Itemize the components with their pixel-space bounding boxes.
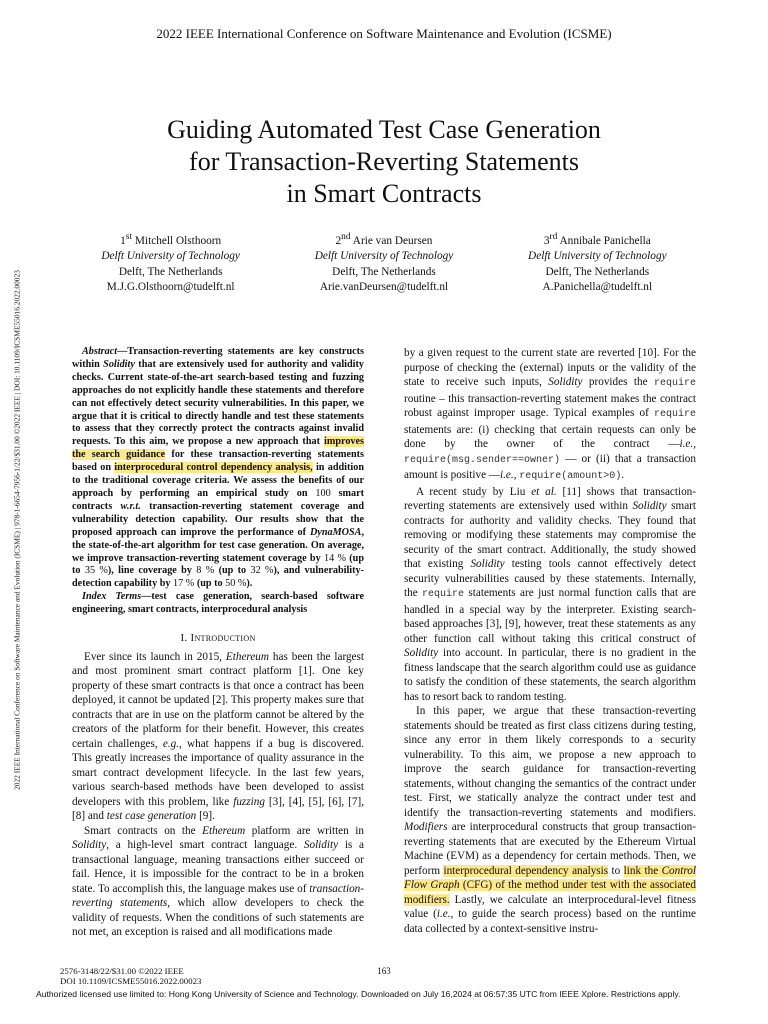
title-line: for Transaction-Reverting Statements [189, 147, 579, 176]
author-3 [491, 230, 704, 296]
text: into account. In particular, there is no gradient in the fitness landscape that the search algorithm could use as guidance to satisfy the condition of these statements, the search algorithm has to resort back to random testing. [404, 647, 696, 703]
text: [11] shows that transaction-reverting statements are extensively used within [404, 485, 697, 512]
text: (CFG) of the method under test with the associated modifiers. [404, 879, 696, 906]
author-ordinal: 1 [120, 234, 126, 247]
sidebar-citation-text: 2022 IEEE International Conference on Software Maintenance and Evolution (ICSME) | 978-1-6654-7956-1/22/$31.00 ©2022 IEEE | DOI: 10.1109/ICSME55016.2022.00023 [12, 270, 22, 790]
author-email: A.Panichella@tudelft.nl [542, 281, 653, 294]
abstract-label: Abstract [82, 346, 118, 357]
code: require(amount>0) [519, 471, 622, 482]
emph: fuzzing [233, 795, 265, 808]
text: In this paper, we argue that these transaction-reverting statements should be treated as first class citizens during testing, since any error in them likely corresponds to a security vulnerability. To this aim, we propose a new approach to improve the search guidance for transaction-reverting statements, without changing the semantics of the contract under test. First, we statically analyze the contract under test and identify the transaction-reverting statements and modifiers. [404, 705, 696, 819]
text: , which allow developers to check the validity of requests. When the conditions of such statements are not met, an exception is raised and all modifications made [72, 897, 365, 939]
paragraph [72, 824, 364, 940]
text: provides the [582, 376, 654, 388]
emph: Modifiers [404, 821, 448, 833]
highlight: improves the search guidance [72, 436, 364, 461]
author-1 [64, 230, 277, 296]
abstract-text: that are extensively used for authority and validity checks. Current state-of-the-art search-based testing and fuzzing approaches do not explicitly handle these statements and therefore can not effectively detect security vulnerabilities. In this paper, we argue that it is critical to directly handle and test these statements to assess that they correctly protect the contracts against invalid requests. To this aim, we propose a new approach that [72, 358, 364, 448]
text: to [608, 864, 624, 877]
right-column [404, 346, 696, 936]
text: is a transactional language, meaning transactions either succeed or fail. Hence, it is impossible for the contract to be in a broken state. To accomplish this, the language makes use of [72, 839, 364, 895]
text: [9]. [196, 810, 215, 823]
text: , a high-level smart contract language. [106, 839, 304, 852]
abstract-dash: — [117, 346, 128, 357]
conference-header: 2022 IEEE International Conference on Software Maintenance and Evolution (ICSME) [156, 26, 612, 41]
emph: Control Flow Graph [404, 864, 696, 891]
text: statements are just normal function calls that are handled in a special way by the interpreter. Existing search-based approaches [3], [9], however, treat these statements as any other function call without taking this critical construct of [404, 587, 696, 645]
code: require [422, 589, 465, 600]
abstract-number: 32 % [250, 565, 274, 577]
title-line: Guiding Automated Test Case Generation [167, 115, 601, 144]
page-number: 163 [377, 966, 391, 976]
author-2 [277, 230, 490, 296]
author-ordinal: 3 [543, 234, 550, 247]
emph: Ethereum [202, 824, 246, 837]
author-affiliation: Delft University of Technology [314, 250, 454, 263]
text: testing tools cannot effectively detect security vulnerabilities caused by these statements. Internally, the [404, 558, 696, 599]
text: statements are: (i) checking that certain requests can only be done by the owner of the contract — [404, 423, 696, 450]
author-ordinal-suffix: rd [549, 232, 558, 242]
left-column [72, 346, 364, 940]
emph: e.g. [162, 737, 180, 750]
section-heading [72, 631, 364, 646]
text: are interprocedural constructs that group transaction-reverting statements that are executed by the Ethereum Virtual Machine (EVM) as a dependency for certain methods. Then, we perform [404, 821, 696, 877]
emph: test case generation [106, 810, 197, 823]
author-name: Arie van Deursen [352, 234, 433, 247]
text: platform are written in [245, 824, 364, 837]
author-location: Delft, The Netherlands [545, 265, 650, 278]
abstract-number: 17 % [173, 578, 195, 590]
emph: Solidity [632, 500, 667, 512]
author-affiliation: Delft University of Technology [528, 250, 667, 263]
paragraph [72, 650, 364, 824]
author-name: Mitchell Olsthoorn [134, 234, 222, 247]
abstract-emph: w.r.t. [120, 500, 141, 512]
emph: Solidity [548, 376, 583, 388]
abstract-text: smart contracts [72, 487, 364, 512]
abstract-number: 50 % [225, 578, 247, 590]
index-terms-text: test case generation, search-based software engineering, smart contracts, interprocedural analysis [72, 591, 364, 616]
footer-doi: DOI 10.1109/ICSME55016.2022.00023 [60, 976, 202, 986]
abstract-text: ). [246, 578, 253, 590]
text: routine – this transaction-reverting statement makes the contract robust against improper usage. Typical examples of [404, 392, 696, 419]
code: require [653, 409, 696, 420]
author-location: Delft, The Netherlands [332, 265, 436, 278]
abstract [72, 346, 364, 591]
text: A recent study by Liu [416, 485, 532, 498]
emph: i.e., [500, 469, 517, 481]
index-terms [72, 591, 364, 617]
highlight: interprocedural dependency analysis [443, 864, 609, 877]
text: link the [623, 864, 662, 877]
author-affiliation: Delft University of Technology [101, 250, 240, 263]
index-terms-label: Index Terms [82, 591, 142, 603]
highlight: interprocedural control dependency analysis, [114, 462, 313, 474]
abstract-text: transaction-reverting statement coverage and vulnerability detection capability. Our results show that the proposed approach can improve the performance of [72, 500, 364, 538]
abstract-text: ), line coverage by [107, 565, 197, 577]
author-name: Annibale Panichella [559, 234, 651, 247]
abstract-text: ), and vulnerability-detection capability by [72, 565, 364, 590]
code: require(msg.sender==owner) [404, 454, 561, 466]
abstract-emph: DynaMOSA [309, 526, 362, 538]
author-location: Delft, The Netherlands [118, 265, 223, 278]
footer-issn: 2576-3148/22/$31.00 ©2022 IEEE [60, 966, 184, 976]
emph: Solidity [404, 647, 439, 659]
paragraph [404, 346, 696, 485]
author-ordinal-suffix: st [125, 232, 133, 242]
emph: Solidity [72, 839, 107, 852]
author-email: M.J.G.Olsthoorn@tudelft.nl [106, 281, 235, 294]
emph: i.e., [679, 438, 696, 450]
paragraph [404, 704, 696, 936]
index-terms-dash: — [141, 591, 152, 603]
code: require [653, 378, 696, 389]
abstract-text: (up to [72, 552, 364, 577]
text: . [621, 469, 625, 481]
text: by a given request to the current state are reverted [10]. For the purpose of checking the (external) inputs or the validity of the state to receive such inputs, [404, 347, 696, 388]
paragraph [404, 485, 696, 705]
text: Ever since its launch in 2015, [84, 650, 226, 663]
sidebar-citation [10, 150, 24, 910]
abstract-text: Transaction-reverting statements are key constructs within [72, 346, 364, 370]
emph: transaction-reverting statements [72, 882, 364, 910]
title-line: in Smart Contracts [286, 179, 482, 208]
abstract-emph: Solidity [103, 358, 135, 370]
emph: i.e., [436, 908, 454, 920]
text: Lastly, we calculate an interprocedural-level fitness value ( [404, 893, 696, 920]
abstract-text: for these transaction-reverting statements based on [72, 449, 364, 474]
section-number: I. [180, 632, 191, 645]
text: , what happens if a bug is discovered. This greatly increases the importance of quality assurance in the smart contract development lifecycle. In the last few years, various search-based methods have been developed to assist developers with this problem, like [72, 737, 364, 808]
emph: Solidity [303, 839, 339, 852]
emph: Ethereum [225, 650, 269, 663]
abstract-text: (up to [194, 578, 226, 590]
abstract-text: (up to [214, 565, 251, 577]
text: — or (ii) that a transaction amount is positive — [404, 452, 696, 481]
text: to guide the search process) based on the runtime data collected by a context-sensitive instru- [404, 908, 696, 935]
author-email: Arie.vanDeursen@tudelft.nl [319, 281, 449, 294]
emph: et al. [531, 485, 557, 498]
abstract-number: 100 [315, 487, 331, 499]
abstract-number: 14 % [323, 552, 346, 564]
section-title: Introduction [190, 632, 256, 645]
abstract-number: 8 % [196, 565, 215, 577]
abstract-text: , the state-of-the-art algorithm for test case generation. On average, we improve transaction-reverting statement coverage by [72, 526, 364, 564]
paper-title [60, 114, 708, 210]
abstract-text: in addition to the traditional coverage criteria. We assess the benefits of our approach by performing an empirical study on [72, 462, 364, 499]
text: Smart contracts on the [84, 824, 203, 837]
author-block [64, 230, 704, 296]
text: has been the largest and most prominent smart contract platform [1]. One key property of these smart contracts is that once a contract has been deployed, it cannot be updated [2]. This property makes sure that contracts that are in use on the platform cannot be altered by the creators of the platform for their benefit. However, this creates certain challenges, [72, 650, 364, 750]
text: smart contracts for authority and validity checks. They found that removing or modifying these statements may compromise the security of the smart contract. Additionally, the study showed that existing [404, 500, 697, 570]
author-ordinal-suffix: nd [341, 232, 351, 242]
text: [3], [4], [5], [6], [7], [8] and [72, 795, 364, 823]
author-ordinal: 2 [335, 234, 342, 247]
emph: Solidity [470, 558, 505, 570]
license-notice: Authorized licensed use limited to: Hong Kong University of Science and Technology. Downloaded on July 16,2024 at 06:57:35 UTC from IEEE Xplore. Restrictions apply. [36, 989, 681, 999]
abstract-number: 35 % [84, 565, 108, 577]
